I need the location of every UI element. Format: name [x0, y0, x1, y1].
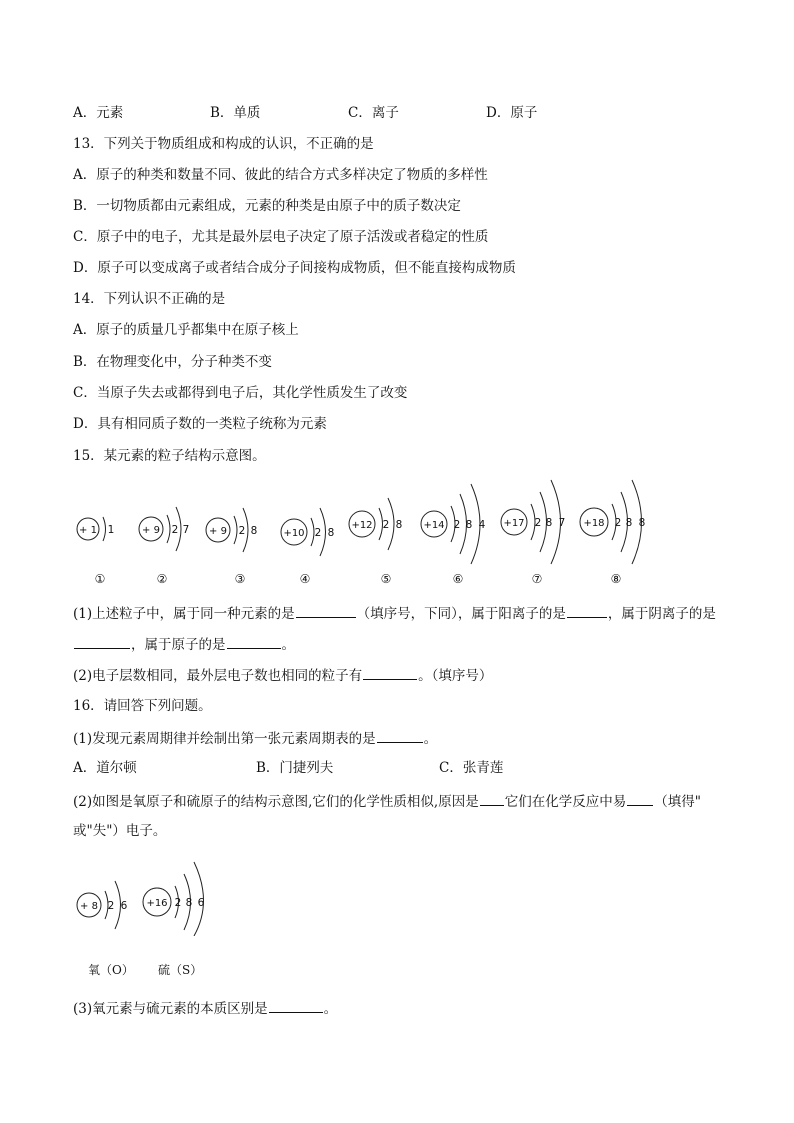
q14-option-a: A．原子的质量几乎都集中在原子核上	[73, 322, 299, 338]
particle-8-shell-3: 8	[638, 517, 646, 529]
particle-7-label: ⑦	[531, 572, 543, 586]
particle-8-shell-1: 2	[614, 517, 622, 529]
q16-part2-text-a: (2)如图是氧原子和硫原子的结构示意图,它们的化学性质相似,原因是	[73, 794, 479, 810]
q15-blank-cation[interactable]	[567, 604, 607, 618]
particle-6-diagram	[421, 484, 486, 564]
q16-part2-line2: 或"失"）电子。	[73, 823, 167, 839]
particle-5-shell-2: 8	[395, 519, 403, 531]
q16-part3-text-a: (3)氧元素与硫元素的本质区别是	[73, 1001, 268, 1017]
q12-option-b: B．单质	[210, 105, 261, 121]
particle-3-shell-2: 8	[250, 525, 258, 537]
particle-5-label: ⑤	[380, 572, 392, 586]
particle-8-nucleus: +18	[583, 518, 605, 529]
particle-2-nucleus: + 9	[142, 525, 160, 536]
q16-blank-essential-difference[interactable]	[269, 999, 323, 1013]
particle-3-label: ③	[234, 572, 246, 586]
q12-option-d: D．原子	[486, 105, 538, 121]
q16-part1-line	[73, 729, 437, 747]
q16-blank-reason[interactable]	[480, 792, 504, 806]
q14-option-d: D．具有相同质子数的一类粒子统称为元素	[73, 416, 327, 432]
q16-option-c: C．张青莲	[439, 760, 504, 776]
particle-7-shell-1: 2	[534, 517, 542, 529]
particle-7-diagram	[501, 480, 565, 564]
particle-2-diagram	[139, 507, 189, 551]
sulfur-nucleus: +16	[146, 898, 168, 909]
q16-stem: 16．请回答下列问题。	[73, 698, 212, 714]
oxygen-shell-1: 2	[107, 900, 115, 912]
particle-3-nucleus: + 9	[209, 526, 227, 537]
q15-part1-text-e: 。	[281, 637, 295, 653]
particle-1-label: ①	[94, 572, 106, 586]
particle-6-nucleus: +14	[423, 520, 445, 531]
q14-stem: 14．下列认识不正确的是	[73, 291, 226, 307]
q14-option-c: C．当原子失去或都得到电子后，其化学性质发生了改变	[73, 385, 408, 401]
oxygen-shell-2: 6	[120, 900, 128, 912]
particle-7-nucleus: +17	[503, 518, 525, 529]
sulfur-shell-1: 2	[174, 897, 182, 909]
q13-option-b: B．一切物质都由元素组成，元素的种类是由原子中的质子数决定	[73, 198, 461, 214]
particle-6-shell-3: 4	[478, 519, 486, 531]
oxygen-label: 氧（O）	[88, 963, 134, 977]
particle-4-shell-1: 2	[314, 527, 322, 539]
q15-part1-line2	[73, 635, 295, 653]
q13-option-a: A．原子的种类和数量不同、彼此的结合方式多样决定了物质的多样性	[73, 167, 488, 183]
q16-option-a: A．道尔顿	[73, 760, 137, 776]
particle-8-diagram	[580, 480, 645, 564]
q16-blank-discoverer[interactable]	[377, 729, 423, 743]
q15-blank-atom[interactable]	[227, 635, 281, 649]
q12-option-a: A．元素	[73, 105, 124, 121]
q15-stem: 15．某元素的粒子结构示意图。	[73, 448, 266, 464]
particle-5-diagram	[349, 498, 402, 550]
particle-5-shell-1: 2	[382, 519, 390, 531]
q15-blank-anion[interactable]	[74, 635, 130, 649]
q15-part1-text-c: ，属于阴离子的是	[607, 606, 716, 622]
q15-blank-same-element[interactable]	[296, 604, 356, 618]
particle-4-label: ④	[299, 572, 311, 586]
particle-5-nucleus: +12	[351, 520, 373, 531]
particle-7-shell-3: 7	[558, 517, 566, 529]
q13-option-c: C．原子中的电子，尤其是最外层电子决定了原子活泼或者稳定的性质	[73, 229, 489, 245]
particle-2-label: ②	[156, 572, 168, 586]
q15-part1-line1	[73, 604, 716, 622]
particle-4-diagram	[281, 508, 334, 556]
q15-part1-text-d: ，属于原子的是	[131, 637, 226, 653]
sulfur-atom-diagram	[143, 862, 205, 936]
particle-6-shell-1: 2	[453, 519, 461, 531]
oxygen-nucleus: + 8	[80, 901, 98, 912]
q12-option-c: C．离子	[348, 105, 399, 121]
oxygen-atom-diagram	[77, 881, 128, 929]
q16-option-b: B．门捷列夫	[256, 760, 334, 776]
q15-part2-line	[73, 666, 492, 684]
q15-part2-text-a: (2)电子层数相同，最外层电子数也相同的粒子有	[73, 668, 363, 684]
q16-part3-text-b: 。	[323, 1001, 338, 1017]
particle-7-shell-2: 8	[545, 517, 553, 529]
q16-part1-text-a: (1)发现元素周期律并绘制出第一张元素周期表的是	[73, 731, 376, 747]
sulfur-shell-3: 6	[197, 897, 205, 909]
particle-1-shell-1: 1	[107, 524, 115, 536]
particle-6-shell-2: 8	[465, 519, 473, 531]
q15-part2-text-b: 。（填序号）	[418, 668, 493, 684]
q16-blank-gain-lose[interactable]	[627, 792, 653, 806]
particle-1-diagram	[77, 517, 114, 541]
q13-option-d: D．原子可以变成离子或者结合成分子间接构成物质，但不能直接构成物质	[73, 260, 516, 276]
particle-2-shell-1: 2	[171, 524, 179, 536]
particle-3-diagram	[206, 508, 257, 552]
q15-particle-diagrams	[0, 472, 794, 602]
particle-1-nucleus: + 1	[79, 525, 97, 536]
q13-stem: 13．下列关于物质组成和构成的认识，不正确的是	[73, 136, 374, 152]
q14-option-b: B．在物理变化中，分子种类不变	[73, 354, 272, 370]
q16-part2-text-c: （填得"	[654, 794, 701, 810]
q15-part1-text-a: (1)上述粒子中，属于同一种元素的是	[73, 606, 295, 622]
sulfur-shell-2: 8	[185, 897, 193, 909]
particle-2-shell-2: 7	[182, 524, 190, 536]
q16-part3-line	[73, 999, 337, 1017]
q16-part2-line1	[73, 792, 701, 810]
particle-8-label: ⑧	[610, 572, 622, 586]
particle-6-label: ⑥	[452, 572, 464, 586]
q16-atom-diagrams	[60, 856, 300, 936]
q15-blank-same-shells[interactable]	[363, 666, 417, 680]
particle-4-shell-2: 8	[327, 527, 335, 539]
q15-part1-text-b: （填序号，下同），属于阳离子的是	[356, 606, 566, 622]
particle-4-nucleus: +10	[283, 528, 305, 539]
particle-8-shell-2: 8	[625, 517, 633, 529]
q16-part2-text-b: 它们在化学反应中易	[504, 794, 627, 810]
sulfur-label: 硫（S）	[158, 963, 203, 977]
q16-part1-text-b: 。	[423, 731, 438, 747]
particle-3-shell-1: 2	[238, 525, 246, 537]
